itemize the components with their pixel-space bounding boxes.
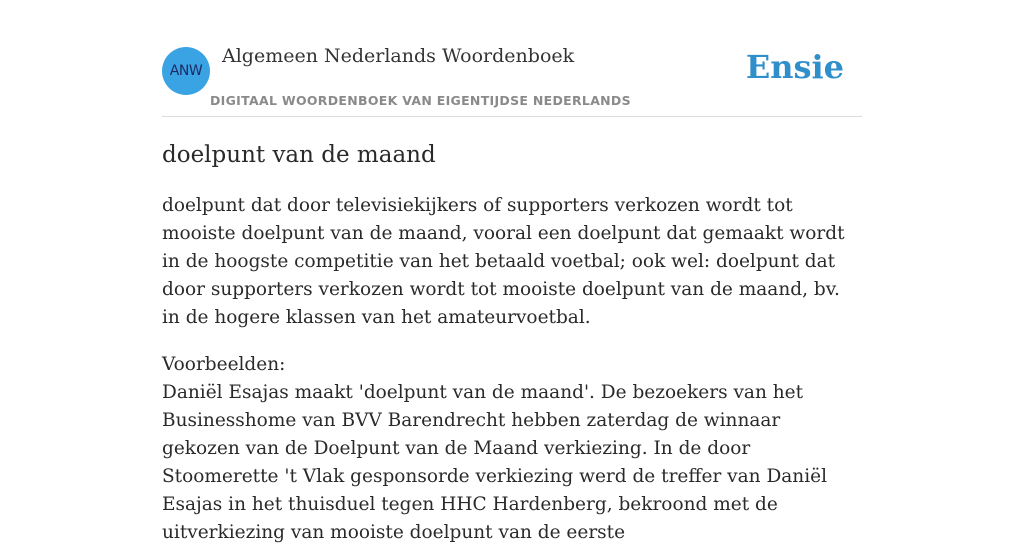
entry-definition: doelpunt dat door televisiekijkers of supporters verkozen wordt tot mooiste doelpunt van de maand, vooral een doelpunt dat gemaakt wordt in de hoogste competitie van het betaald voetbal; ook wel: doelpunt dat door supporters verkozen wordt tot mooiste doelpunt van de maand, bv. in de hogere klassen van het amateurvoetbal.	[162, 195, 845, 328]
anw-logo-text: ANW	[169, 63, 203, 79]
ensie-brand-logo[interactable]: Ensie	[745, 48, 844, 86]
examples-label: Voorbeelden:	[162, 354, 286, 375]
site-title[interactable]: Algemeen Nederlands Woordenboek	[222, 45, 575, 67]
example-text: Daniël Esajas maakt 'doelpunt van de maand'. De bezoekers van het Businesshome van BVV Barendrecht hebben zaterdag de winnaar gekozen van de Doelpunt van de Maand verkiezing. In de door Stoomerette 't Vlak gesponsorde verkiezing werd de treffer van Daniël Esajas in het thuisduel tegen HHC Hardenberg, bekroond met de uitverkiezing van mooiste doelpunt van de eerste	[162, 382, 828, 543]
entry-content	[162, 138, 862, 547]
site-subtitle: DIGITAAL WOORDENBOEK VAN EIGENTIJDSE NEDERLANDS	[210, 93, 631, 108]
entry-term: doelpunt van de maand	[162, 142, 436, 168]
anw-logo[interactable]	[162, 47, 210, 95]
site-header	[162, 0, 862, 117]
